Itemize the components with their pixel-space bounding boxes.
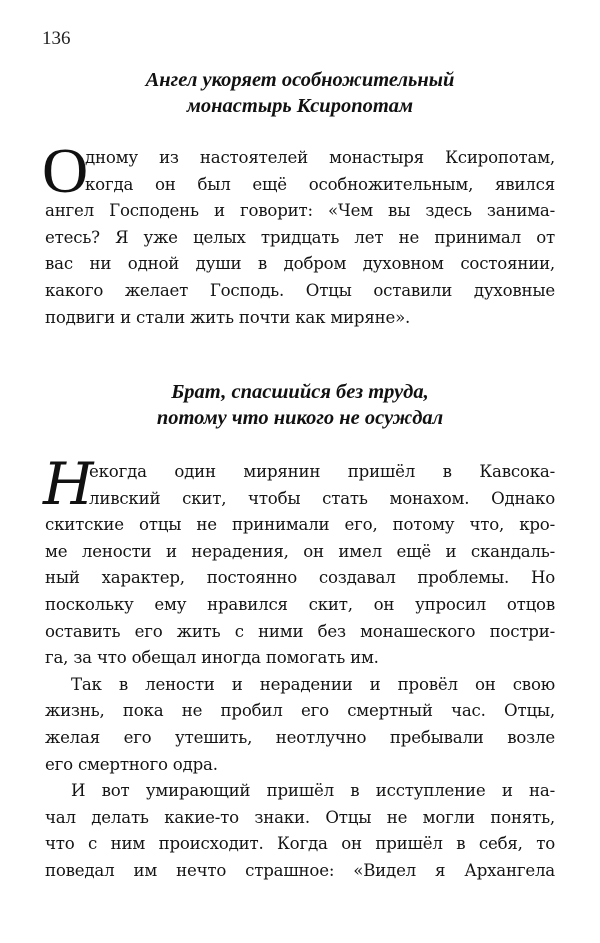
paragraph xyxy=(43,450,555,672)
title-line: монастырь Ксиропотам xyxy=(186,95,414,117)
text-line: его смертного одра. xyxy=(45,754,218,774)
text-line: екогда один мирянин пришёл в Кавсока- xyxy=(89,462,555,481)
title-line: Ангел укоряет особножительный xyxy=(145,69,455,91)
section-body-brother xyxy=(43,450,555,885)
section-body-angel xyxy=(42,135,555,331)
drop-cap: О xyxy=(42,135,89,206)
text-line: ливский скит, чтобы стать монахом. Однако xyxy=(89,488,555,508)
text-line: чал делать какие-то знаки. Отцы не могли понять, xyxy=(45,807,555,827)
text-line: желая его утешить, неотлучно пребывали возле xyxy=(45,727,555,747)
text-line: какого желает Господь. Отцы оставили духовные xyxy=(45,280,555,300)
section-title-brother xyxy=(0,379,600,431)
text-line: когда он был ещё особножительным, явился xyxy=(85,174,555,194)
paragraph xyxy=(45,778,555,884)
paragraph xyxy=(45,672,555,778)
text-line: поведал им нечто страшное: «Видел я Архангела xyxy=(45,860,555,880)
text-line: оставить его жить с ними без монашеского постри- xyxy=(45,621,555,641)
title-line: Брат, спасшийся без труда, xyxy=(171,381,429,403)
page-number: 136 xyxy=(42,28,71,49)
text-line: жизнь, пока не пробил его смертный час. Отцы, xyxy=(45,701,555,721)
text-line: вас ни одной души в добром духовном состоянии, xyxy=(45,254,555,274)
section-title-angel xyxy=(0,67,600,119)
text-line: скитские отцы не принимали его, потому что, кро- xyxy=(45,515,555,535)
text-line: ный характер, постоянно создавал проблемы. Но xyxy=(45,568,555,588)
text-line: И вот умирающий пришёл в исступление и на- xyxy=(71,781,555,801)
text-line: га, за что обещал иногда помогать им. xyxy=(45,648,379,668)
text-line: дному из настоятелей монастыря Ксиропотам, xyxy=(85,148,555,167)
text-line: ангел Господень и говорит: «Чем вы здесь занима- xyxy=(45,201,555,221)
text-line: поскольку ему нравился скит, он упросил отцов xyxy=(45,594,555,614)
text-line: подвиги и стали жить почти как миряне». xyxy=(45,307,411,327)
text-line: етесь? Я уже целых тридцать лет не принимал от xyxy=(45,227,555,247)
drop-cap: Н xyxy=(43,450,94,518)
text-line: ме лености и нерадения, он имел ещё и скандаль- xyxy=(45,541,555,561)
text-line: что с ним происходит. Когда он пришёл в себя, то xyxy=(45,834,555,854)
paragraph xyxy=(42,135,555,331)
title-line: потому что никого не осуждал xyxy=(156,407,444,429)
text-line: Так в лености и нерадении и провёл он свою xyxy=(71,674,555,694)
